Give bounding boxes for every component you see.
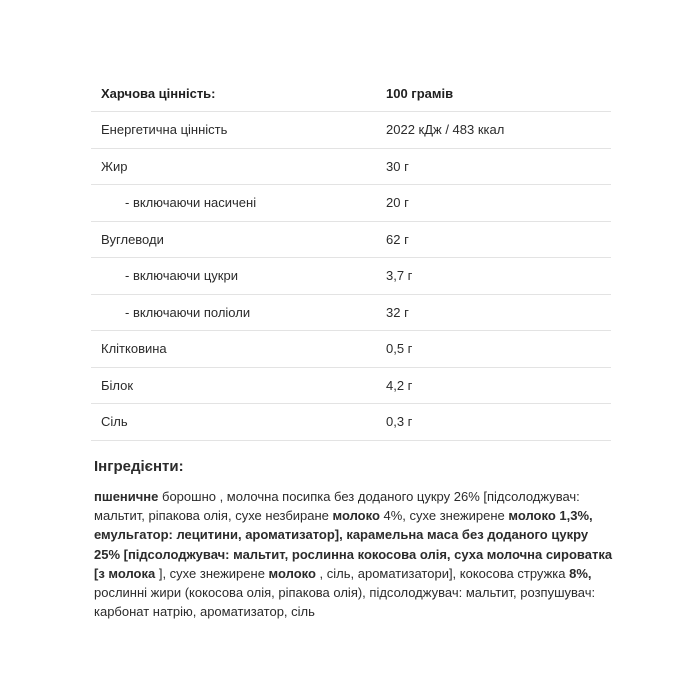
ingredient-allergen-text: молоко: [332, 508, 380, 524]
nutrition-row-value: 30 г: [386, 158, 409, 174]
nutrition-row-name: Вуглеводи: [101, 231, 164, 247]
nutrition-row: [91, 185, 611, 222]
nutrition-row-value: 62 г: [386, 231, 409, 247]
nutrition-header-row: [91, 76, 611, 112]
ingredient-text: , сіль, ароматизатори], кокосова стружка: [315, 565, 570, 581]
ingredient-text: 4%, сухе знежирене: [379, 508, 509, 524]
nutrition-row-name: - включаючи поліоли: [125, 304, 251, 320]
ingredient-text: рослинні жири (кокосова олія, ріпакова олія), підсолоджувач: мальтит, розпушувач: карбонат натрію, ароматизатор, сіль: [94, 585, 596, 620]
ingredients-text: [94, 487, 614, 621]
ingredient-text: борошно , молочна посипка без доданого цукру 26% [підсолоджувач: мальтит, ріпакова олія, сухе незбиране: [94, 489, 580, 524]
nutrition-row: [91, 112, 611, 149]
nutrition-row: [91, 404, 611, 441]
nutrition-row: [91, 149, 611, 186]
nutrition-row-name: - включаючи цукри: [125, 268, 238, 284]
nutrition-row-value: 4,2 г: [386, 377, 413, 393]
nutrition-rows: [91, 112, 611, 441]
ingredient-allergen-text: пшеничне: [94, 489, 159, 504]
nutrition-row-name: Енергетична цінність: [101, 122, 228, 138]
nutrition-row-name: Білок: [101, 377, 134, 393]
nutrition-row-name: Жир: [101, 158, 128, 174]
ingredient-text: ], сухе знежирене: [155, 565, 269, 581]
nutrition-header-value: 100 грамів: [386, 86, 454, 101]
ingredient-allergen-text: 8%,: [569, 565, 592, 581]
nutrition-row: [91, 295, 611, 332]
nutrition-header-name: Харчова цінність:: [101, 86, 216, 101]
nutrition-row-name: Клітковина: [101, 341, 167, 357]
ingredients-section: [94, 458, 614, 621]
nutrition-row-value: 0,3 г: [386, 414, 413, 430]
ingredient-allergen-text: молоко: [268, 565, 316, 581]
nutrition-row-value: 32 г: [386, 304, 409, 320]
ingredient-allergen-text: молоко 1,3%, емульгатор: лецитини, ароматизатор], карамельна маса без доданого цукру 25% [підсолоджувач: мальтит, рослинна кокосова олія, суха молочна сироватка [з молока: [94, 508, 613, 581]
ingredients-title: Інгредієнти:: [94, 458, 184, 475]
nutrition-row: [91, 368, 611, 405]
nutrition-row-value: 3,7 г: [386, 268, 413, 284]
nutrition-row-value: 20 г: [386, 195, 409, 211]
nutrition-row-value: 0,5 г: [386, 341, 413, 357]
nutrition-row-value: 2022 кДж / 483 ккал: [386, 122, 505, 138]
nutrition-row: [91, 331, 611, 368]
nutrition-row-name: - включаючи насичені: [125, 195, 257, 211]
nutrition-row: [91, 258, 611, 295]
nutrition-row: [91, 222, 611, 259]
nutrition-row-name: Сіль: [101, 414, 128, 430]
nutrition-table: [91, 76, 611, 441]
